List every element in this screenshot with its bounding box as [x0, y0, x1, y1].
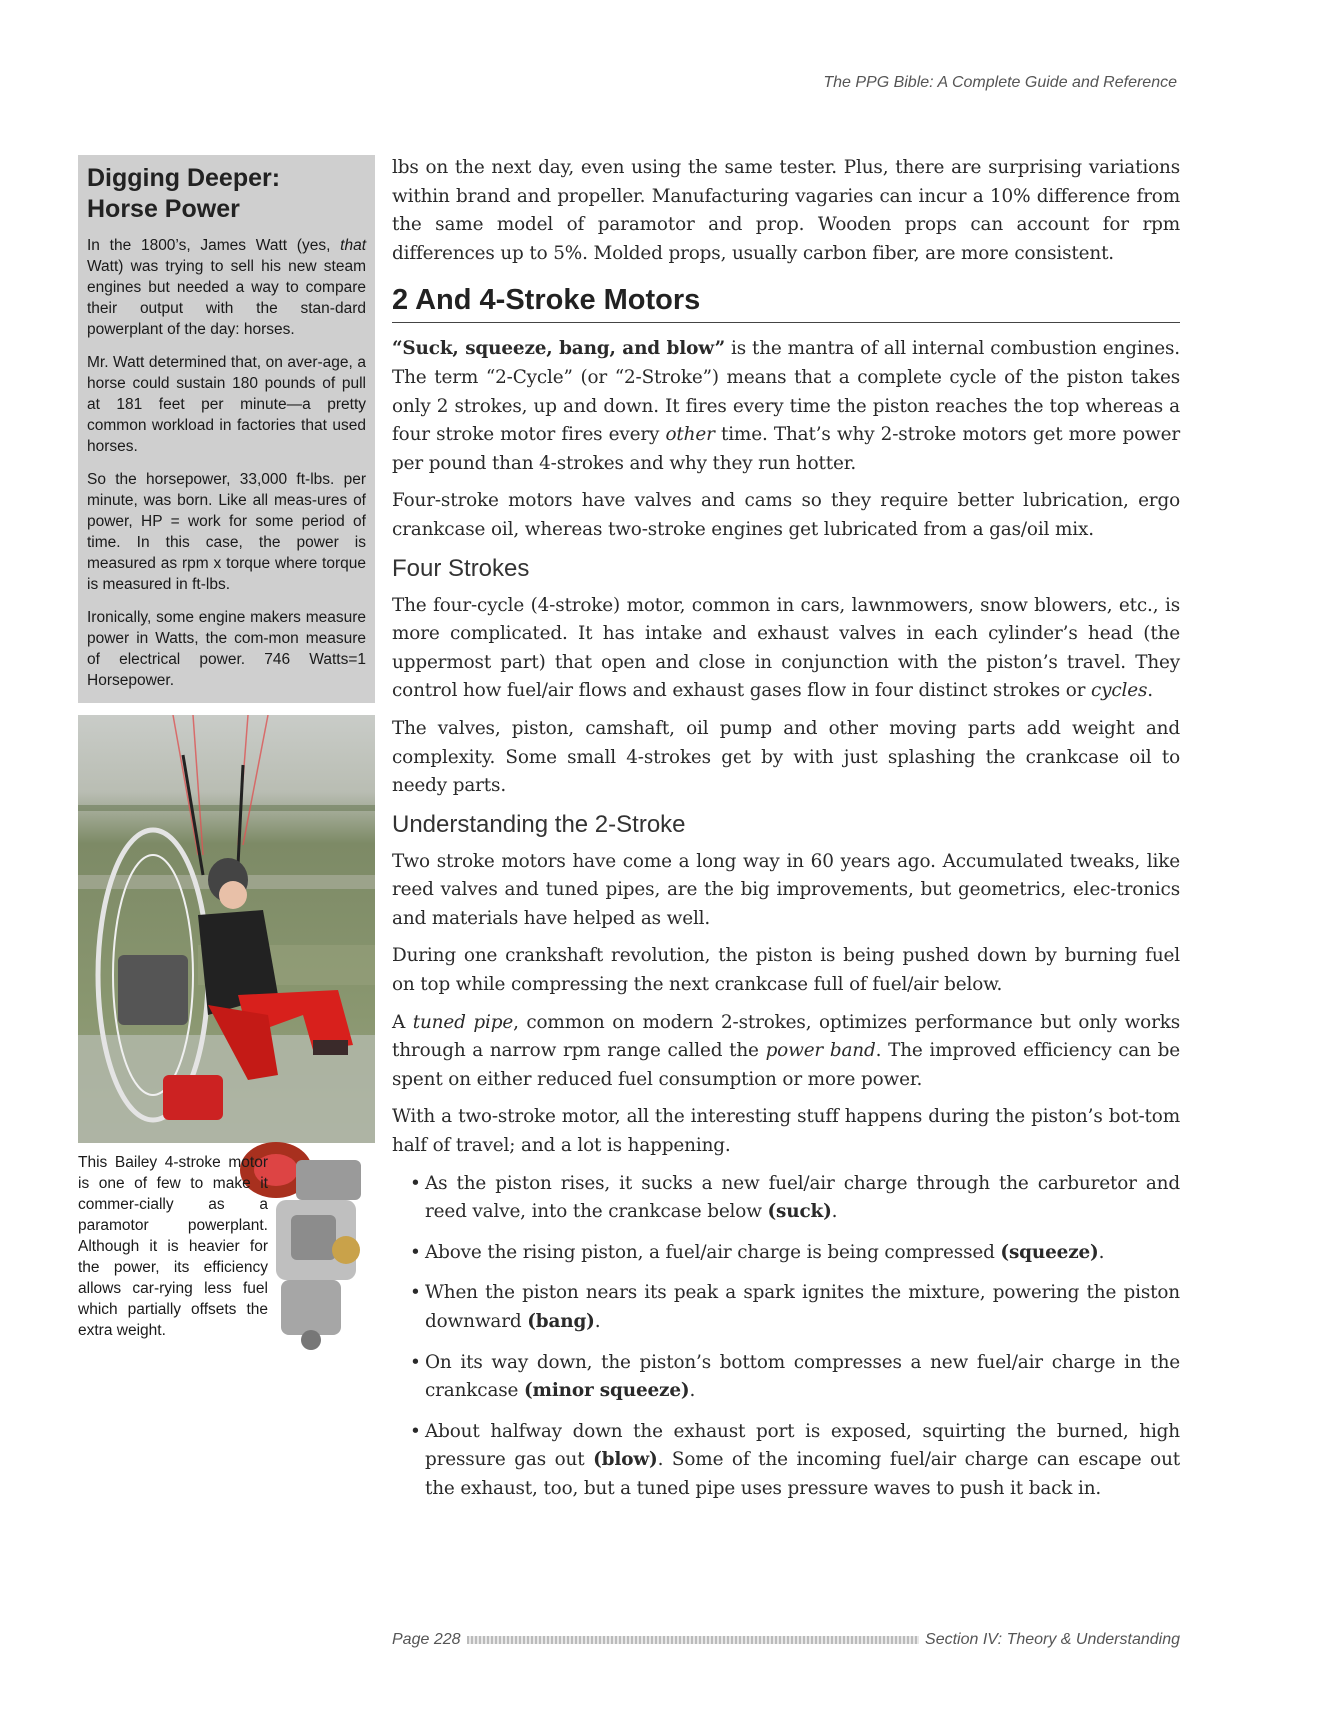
- bullet-icon: •: [410, 1282, 421, 1304]
- sidebar-paragraph: Ironically, some engine makers measure power in Watts, the com-mon measure of electrical power. 746 Watts=1 Horsepower.: [87, 609, 366, 689]
- body-paragraph: The four-cycle (4-stroke) motor, common in cars, lawnmowers, snow blowers, etc., is more complicated. It has intake and exhaust valves in each cylinder’s head (the uppermost part) that open and close in conjunction with the piston’s travel. They control how fuel/air flows and exhaust gases flow in four distinct strokes or cycles.: [392, 594, 1180, 702]
- sidebar-paragraph: In the 1800’s, James Watt (yes, that Watt) was trying to sell his new steam engines but needed a way to compare their output with the stan-dard powerplant of the day: horses.: [87, 237, 366, 338]
- intro-paragraph: lbs on the next day, even using the same tester. Plus, there are surprising variations within brand and propeller. Manufacturing vagaries can incur a 10% difference from the same model of paramotor and prop. Wooden props can account for rpm differences up to 5%. Molded props, usually carbon fiber, are more consistent.: [392, 157, 1180, 264]
- page-footer: [392, 1630, 1180, 1650]
- main-column: [392, 154, 1180, 1516]
- list-item: • About halfway down the exhaust port is exposed, squirting the burned, high pressure gas out (blow). Some of the incoming fuel/air charge can escape out the exhaust, too, but a tuned pipe uses pressure waves to push it back in.: [392, 1418, 1180, 1504]
- sidebar-title-line2: Horse Power: [87, 195, 240, 223]
- body-paragraph: The valves, piston, camshaft, oil pump and other moving parts add weight and complexity. Some small 4-strokes get by with just splashing the crankcase oil to needy parts.: [392, 717, 1180, 797]
- body-paragraph: Two stroke motors have come a long way in 60 years ago. Accumulated tweaks, like reed valves and tuned pipes, are the big improvements, but geometrics, elec-tronics and materials have helped as well.: [392, 850, 1180, 929]
- body-paragraph: “Suck, squeeze, bang, and blow” is the mantra of all internal combustion engines. The term “2-Cycle” (or “2-Stroke”) means that a complete cycle of the piston takes only 2 strokes, up and down. It fires every time the piston reaches the top whereas a four stroke motor fires every other time. That’s why 2-stroke motors get more power per pound than 4-strokes and why they run hotter.: [392, 338, 1180, 474]
- sidebar-box: [78, 155, 375, 703]
- sidebar-paragraph: Mr. Watt determined that, on aver-age, a horse could sustain 180 pounds of pull at 181 feet per minute—a pretty common workload in factories that used horses.: [87, 354, 366, 455]
- subheading-four-strokes: Four Strokes: [392, 554, 530, 582]
- list-item: • On its way down, the piston’s bottom compresses a new fuel/air charge in the crankcase (minor squeeze).: [392, 1349, 1180, 1406]
- running-header: The PPG Bible: A Complete Guide and Reference: [823, 74, 1177, 91]
- list-item: • Above the rising piston, a fuel/air charge is being compressed (squeeze).: [392, 1239, 1180, 1268]
- body-paragraph: Four-stroke motors have valves and cams so they require better lubrication, ergo crankcase oil, whereas two-stroke engines get lubricated from a gas/oil mix.: [392, 490, 1180, 540]
- sidebar-title-line1: Digging Deeper:: [87, 164, 281, 192]
- subheading-two-stroke: Understanding the 2-Stroke: [392, 810, 686, 838]
- list-item: • When the piston nears its peak a spark ignites the mixture, powering the piston downward (bang).: [392, 1279, 1180, 1336]
- sidebar-title: [87, 163, 366, 225]
- bullet-icon: •: [410, 1241, 421, 1263]
- footer-rule: [467, 1636, 920, 1644]
- photo-caption: This Bailey 4-stroke motor is one of few to make it commer-cially as a paramotor powerplant. Although it is heavier for the power, its efficiency allows car-rying less fuel which partially offsets the extra weight.: [78, 1154, 268, 1339]
- bullet-icon: •: [410, 1420, 421, 1442]
- section-heading: 2 And 4-Stroke Motors: [392, 282, 1180, 323]
- bullet-icon: •: [410, 1351, 421, 1373]
- body-paragraph: A tuned pipe, common on modern 2-strokes, optimizes performance but only works through a narrow rpm range called the power band. The improved efficiency can be spent on either reduced fuel consumption or more power.: [392, 1011, 1181, 1090]
- page-number: Page 228: [392, 1631, 461, 1648]
- list-item: • As the piston rises, it sucks a new fuel/air charge through the carburetor and reed valve, into the crankcase below (suck).: [392, 1170, 1180, 1227]
- body-paragraph: With a two-stroke motor, all the interesting stuff happens during the piston’s bot-tom half of travel; and a lot is happening.: [392, 1106, 1180, 1157]
- section-label: Section IV: Theory & Understanding: [925, 1631, 1180, 1648]
- bullet-icon: •: [410, 1172, 421, 1194]
- body-paragraph: During one crankshaft revolution, the piston is being pushed down by burning fuel on top while compressing the next crankcase full of fuel/air below.: [392, 945, 1180, 996]
- paramotor-pilot-photo: [78, 715, 375, 1143]
- stroke-steps-list: [392, 1170, 1180, 1504]
- sidebar-paragraph: So the horsepower, 33,000 ft-lbs. per minute, was born. Like all meas-ures of power, HP = work for some period of time. In this case, the power is measured as rpm x torque where torque is measured in ft-lbs.: [87, 471, 366, 593]
